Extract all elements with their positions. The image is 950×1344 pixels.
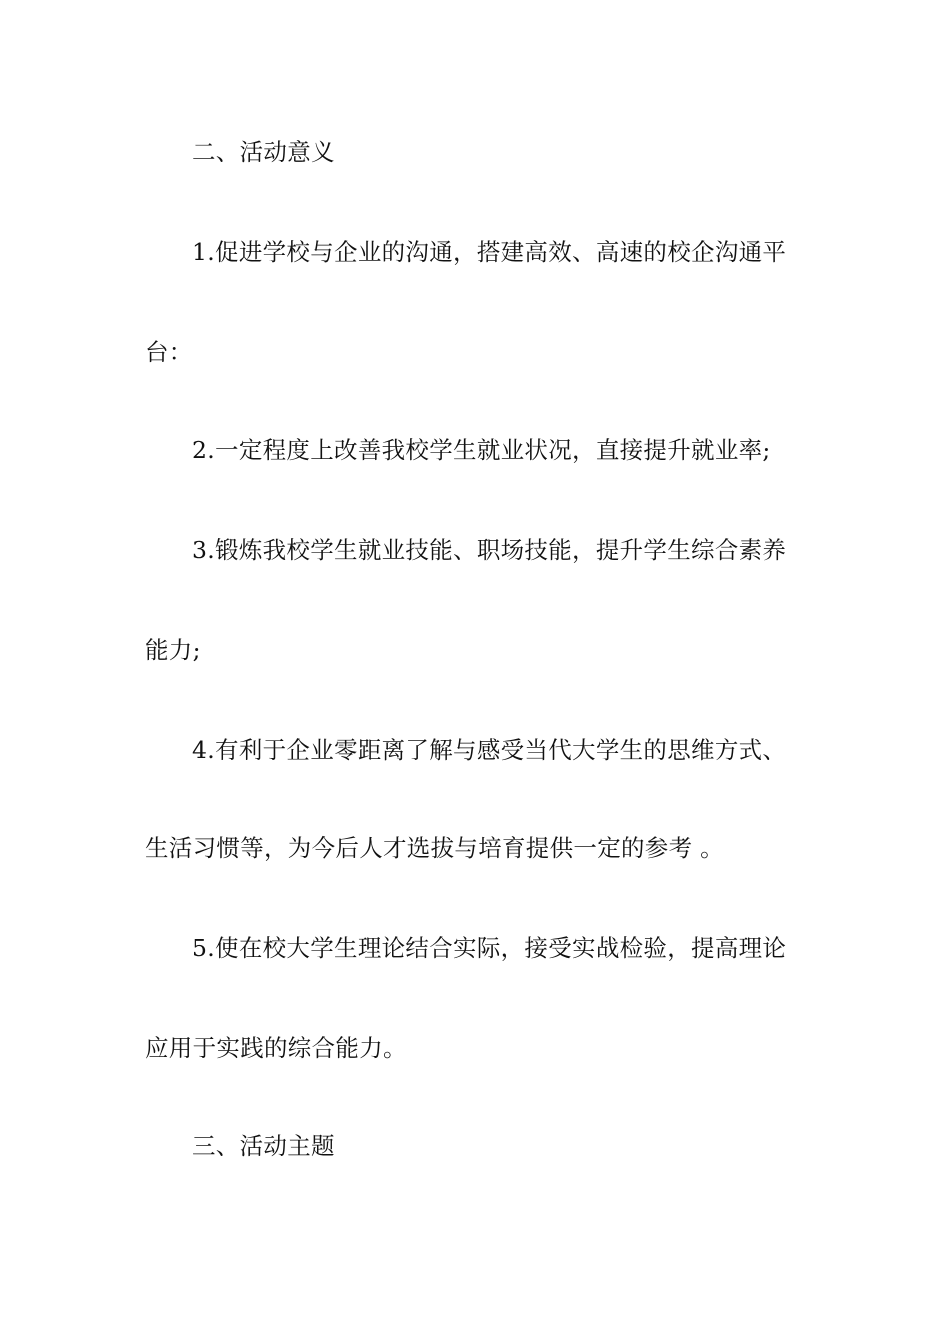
paragraph-line: 3.锻炼我校学生就业技能、职场技能，提升学生综合素养 — [192, 536, 787, 564]
paragraph-line: 台： — [145, 338, 193, 366]
section-heading: 二、活动意义 — [192, 138, 335, 166]
paragraph-line: 能力; — [145, 636, 201, 664]
paragraph-line: 2.一定程度上改善我校学生就业状况，直接提升就业率; — [192, 436, 771, 464]
paragraph-line: 4.有利于企业零距离了解与感受当代大学生的思维方式、 — [192, 736, 787, 764]
paragraph-line: 1.促进学校与企业的沟通，搭建高效、高速的校企沟通平 — [192, 238, 787, 266]
paragraph-line: 5.使在校大学生理论结合实际，接受实战检验，提高理论 — [192, 934, 787, 962]
paragraph-line: 生活习惯等，为今后人才选拔与培育提供一定的参考 。 — [145, 834, 724, 862]
paragraph-line: 应用于实践的综合能力。 — [145, 1034, 407, 1062]
section-heading: 三、活动主题 — [192, 1132, 335, 1160]
